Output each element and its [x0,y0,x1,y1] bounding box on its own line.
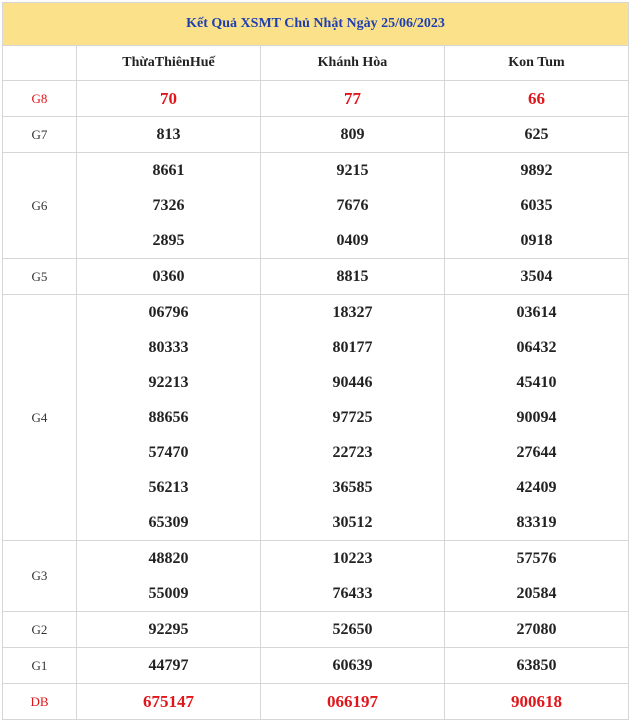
prize-number: 57576 [516,550,557,567]
prize-number: 63850 [516,657,557,674]
prize-row-g4 [3,295,629,541]
prize-cell [77,153,261,259]
prize-number: 66 [528,89,545,108]
prize-number: 45410 [516,374,557,391]
prize-number: 22723 [332,444,373,461]
prize-label: G8 [3,81,77,117]
prize-row-g2 [3,612,629,648]
prize-cell [445,259,629,295]
prize-cell [445,684,629,720]
prize-number: 900618 [511,692,562,711]
prize-number: 6035 [520,197,553,214]
prize-number: 80333 [148,339,189,356]
prize-row-g7 [3,117,629,153]
prize-number: 30512 [332,514,373,531]
prize-label: G1 [3,648,77,684]
prize-number: 8661 [152,162,185,179]
corner-cell [3,46,77,81]
prize-number: 80177 [332,339,373,356]
prize-cell [261,153,445,259]
prize-number: 70 [160,89,177,108]
prize-cell [445,648,629,684]
prize-cell [77,117,261,153]
prize-row-g3 [3,541,629,612]
prize-cell [77,541,261,612]
prize-number: 809 [340,126,365,143]
prize-cell [77,684,261,720]
title-row [3,3,629,46]
prize-cell [77,81,261,117]
prize-number: 06796 [148,304,189,321]
prize-rows [3,81,629,720]
prize-number: 0409 [336,232,369,249]
results-container [2,2,629,720]
prize-cell [445,541,629,612]
prize-cell [261,81,445,117]
prize-cell [261,648,445,684]
prize-row-g8 [3,81,629,117]
prize-number: 42409 [516,479,557,496]
prize-cell [77,295,261,541]
prize-number: 83319 [516,514,557,531]
prize-cell [445,117,629,153]
prize-row-g1 [3,648,629,684]
prize-number: 066197 [327,692,378,711]
prize-number: 57470 [148,444,189,461]
prize-number: 92213 [148,374,189,391]
prize-label: G6 [3,153,77,259]
results-table [2,2,629,720]
prize-cell [445,612,629,648]
prize-number: 20584 [516,585,557,602]
prize-cell [445,153,629,259]
prize-cell [77,259,261,295]
table-title: Kết Quả XSMT Chủ Nhật Ngày 25/06/2023 [3,3,629,46]
prize-number: 27644 [516,444,557,461]
prize-row-g5 [3,259,629,295]
prize-number: 0918 [520,232,553,249]
prize-row-db [3,684,629,720]
prize-cell [261,117,445,153]
prize-number: 625 [524,126,549,143]
prize-number: 06432 [516,339,557,356]
prize-number: 03614 [516,304,557,321]
prize-number: 3504 [520,268,553,285]
prize-number: 90094 [516,409,557,426]
prize-number: 92295 [148,621,189,638]
prize-number: 2895 [152,232,185,249]
prize-number: 675147 [143,692,194,711]
prize-cell [261,295,445,541]
prize-number: 55009 [148,585,189,602]
prize-number: 76433 [332,585,373,602]
prize-number: 0360 [152,268,185,285]
prize-cell [261,259,445,295]
province-header-2[interactable]: Khánh Hòa [261,46,445,81]
prize-number: 7326 [152,197,185,214]
prize-number: 88656 [148,409,189,426]
prize-label: G5 [3,259,77,295]
prize-number: 44797 [148,657,189,674]
prize-number: 52650 [332,621,373,638]
province-header-3[interactable]: Kon Tum [445,46,629,81]
prize-number: 65309 [148,514,189,531]
prize-cell [77,648,261,684]
prize-cell [77,612,261,648]
province-header-1[interactable]: ThừaThiênHuế [77,46,261,81]
prize-number: 60639 [332,657,373,674]
prize-number: 56213 [148,479,189,496]
prize-number: 48820 [148,550,189,567]
prize-number: 9892 [520,162,553,179]
prize-cell [445,295,629,541]
prize-number: 9215 [336,162,369,179]
prize-number: 8815 [336,268,369,285]
prize-label: G2 [3,612,77,648]
prize-number: 27080 [516,621,557,638]
prize-number: 97725 [332,409,373,426]
province-header-row [3,46,629,81]
prize-number: 7676 [336,197,369,214]
prize-label: G3 [3,541,77,612]
prize-label: G7 [3,117,77,153]
prize-number: 18327 [332,304,373,321]
prize-number: 36585 [332,479,373,496]
prize-cell [261,541,445,612]
prize-number: 90446 [332,374,373,391]
prize-cell [445,81,629,117]
prize-row-g6 [3,153,629,259]
prize-label: DB [3,684,77,720]
prize-number: 10223 [332,550,373,567]
prize-cell [261,684,445,720]
prize-number: 813 [156,126,181,143]
prize-label: G4 [3,295,77,541]
prize-cell [261,612,445,648]
prize-number: 77 [344,89,361,108]
